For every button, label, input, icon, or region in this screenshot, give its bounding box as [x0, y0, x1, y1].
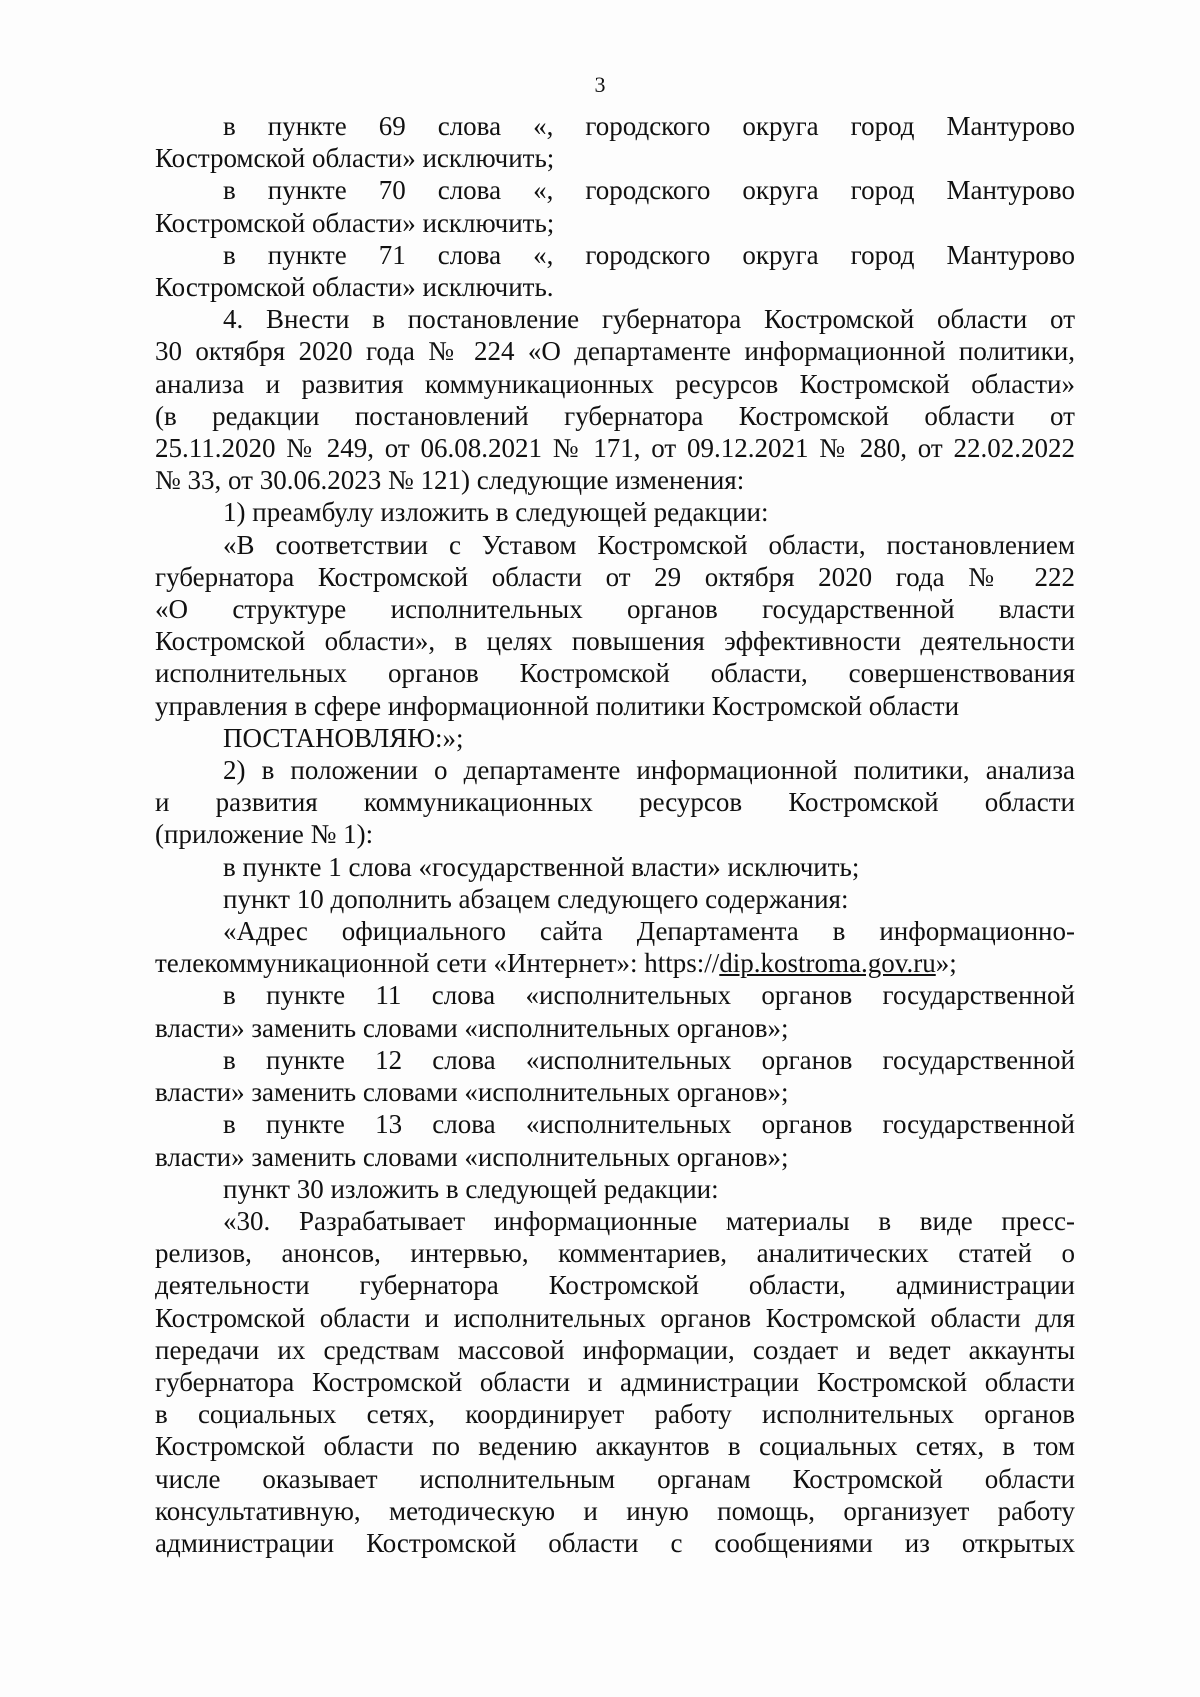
text-line: пункт 30 изложить в следующей редакции:: [223, 1173, 719, 1204]
text-line: власти» заменить словами «исполнительных органов»;: [155, 1141, 789, 1172]
page-number: 3: [594, 72, 606, 97]
text-line: «В соответствии с Уставом Костромской области, постановлением: [223, 529, 1075, 560]
text-line: передачи их средствам массовой информации, создает и ведет аккаунты: [155, 1334, 1075, 1365]
text-line: губернатора Костромской области и администрации Костромской области: [155, 1366, 1075, 1397]
text-line: Костромской области по ведению аккаунтов в социальных сетях, в том: [155, 1431, 1075, 1462]
text-line: губернатора Костромской области от 29 октября 2020 года № 222: [155, 561, 1075, 592]
text-line: пункт 10 дополнить абзацем следующего содержания:: [223, 883, 849, 914]
text-line: в пункте 1 слова «государственной власти» исключить;: [223, 851, 860, 882]
text-line: в пункте 11 слова «исполнительных органов государственной: [223, 980, 1075, 1011]
text-line: исполнительных органов Костромской области, совершенствования: [155, 658, 1075, 689]
website-link-text: dip.kostroma.gov.ru: [719, 948, 936, 979]
text-line: 1) преамбулу изложить в следующей редакции:: [223, 497, 769, 528]
text-line: ПОСТАНОВЛЯЮ:»;: [223, 722, 464, 753]
text-line: администрации Костромской области с сообщениями из открытых: [155, 1527, 1075, 1558]
text-line: № 33, от 30.06.2023 № 121) следующие изменения:: [155, 465, 745, 496]
text-line: релизов, анонсов, интервью, комментариев, аналитических статей о: [155, 1238, 1075, 1269]
text-line: Костромской области» исключить;: [155, 207, 555, 238]
text-line: «Адрес официального сайта Департамента в информационно-: [223, 916, 1075, 947]
text-line: консультативную, методическую и иную помощь, организует работу: [155, 1495, 1075, 1526]
text-line: власти» заменить словами «исполнительных органов»;: [155, 1012, 789, 1043]
text-line: анализа и развития коммуникационных ресурсов Костромской области»: [155, 368, 1075, 399]
text-line: в пункте 13 слова «исполнительных органов государственной: [223, 1109, 1075, 1140]
text-line: в социальных сетях, координирует работу исполнительных органов: [155, 1399, 1075, 1430]
text-line: в пункте 12 слова «исполнительных органов государственной: [223, 1044, 1075, 1075]
text-line: (приложение № 1):: [155, 819, 374, 850]
text-line: телекоммуникационной сети «Интернет»: https://dip.kostroma.gov.ru»;: [155, 948, 957, 979]
text-line: 4. Внести в постановление губернатора Костромской области от: [223, 304, 1075, 335]
text-line: Костромской области» исключить;: [155, 143, 555, 174]
text-line: деятельности губернатора Костромской области, администрации: [155, 1270, 1075, 1301]
text-line: в пункте 70 слова «, городского округа город Мантурово: [223, 175, 1075, 206]
text-line: (в редакции постановлений губернатора Костромской области от: [155, 400, 1075, 431]
text-line: «О структуре исполнительных органов государственной власти: [155, 594, 1075, 625]
text-line: 2) в положении о департаменте информационной политики, анализа: [223, 755, 1075, 786]
text-line: управления в сфере информационной политики Костромской области: [155, 690, 960, 721]
text-line: Костромской области и исполнительных органов Костромской области для: [155, 1302, 1075, 1333]
text-line: власти» заменить словами «исполнительных органов»;: [155, 1077, 789, 1108]
text-line: 25.11.2020 № 249, от 06.08.2021 № 171, от 09.12.2021 № 280, от 22.02.2022: [155, 433, 1075, 464]
document-body: [155, 110, 1075, 1559]
text-line: Костромской области», в целях повышения эффективности деятельности: [155, 626, 1075, 657]
text-line: в пункте 69 слова «, городского округа город Мантурово: [223, 111, 1075, 141]
text-line: в пункте 71 слова «, городского округа город Мантурово: [223, 239, 1075, 270]
text-line: «30. Разрабатывает информационные материалы в виде пресс-: [223, 1205, 1075, 1236]
text-line: 30 октября 2020 года № 224 «О департаменте информационной политики,: [155, 336, 1075, 367]
text-line: числе оказывает исполнительным органам Костромской области: [155, 1463, 1075, 1494]
text-line: Костромской области» исключить.: [155, 272, 554, 303]
text-line: и развития коммуникационных ресурсов Костромской области: [155, 787, 1075, 818]
